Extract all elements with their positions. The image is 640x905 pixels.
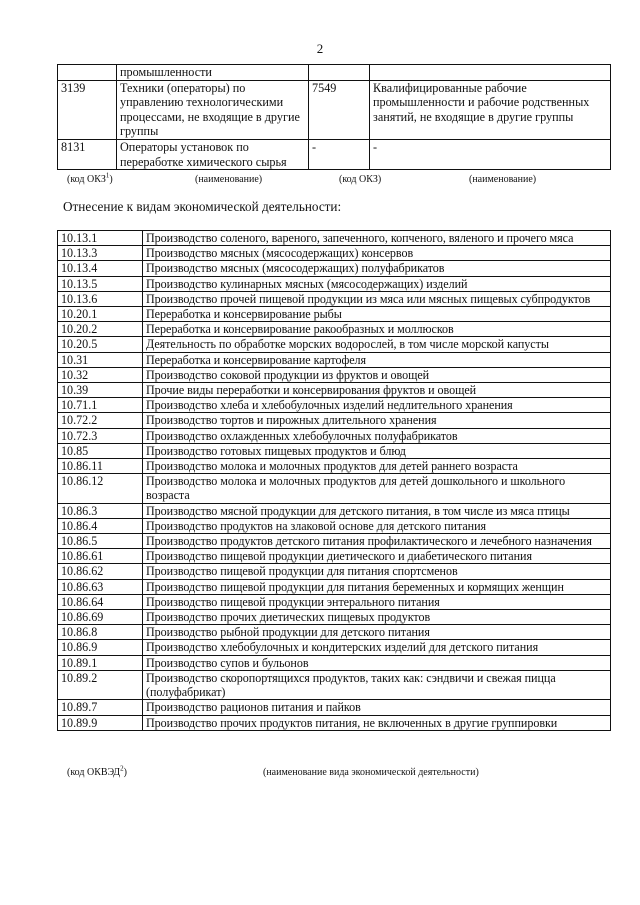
okved-name-cell: Производство охлажденных хлебобулочных полуфабрикатов <box>143 428 611 443</box>
okved-code-cell: 10.31 <box>58 352 143 367</box>
okved-name-cell: Прочие виды переработки и консервирования фруктов и овощей <box>143 383 611 398</box>
okz-code2-cell <box>309 65 370 81</box>
okved-code-cell: 10.86.63 <box>58 579 143 594</box>
okz-code2-cell: - <box>309 139 370 169</box>
table-row <box>58 246 611 261</box>
okved-name-cell: Производство пищевой продукции диетического и диабетического питания <box>143 549 611 564</box>
okved-name-cell: Производство прочей пищевой продукции из мяса или мясных пищевых субпродуктов <box>143 291 611 306</box>
table-row <box>58 65 611 81</box>
okved-code-cell: 10.86.61 <box>58 549 143 564</box>
table-row <box>58 413 611 428</box>
okved-legend-name: (наименование вида экономической деятельности) <box>263 767 479 778</box>
okved-code-cell: 10.13.5 <box>58 276 143 291</box>
table-row <box>58 518 611 533</box>
table-row <box>58 276 611 291</box>
okved-code-cell: 10.86.62 <box>58 564 143 579</box>
table-row <box>58 367 611 382</box>
table-row <box>58 139 611 169</box>
okved-code-cell: 10.71.1 <box>58 398 143 413</box>
okved-name-cell: Производство рыбной продукции для детского питания <box>143 625 611 640</box>
table-row <box>58 700 611 715</box>
okz-name-cell: Техники (операторы) по управлению технологическими процессами, не входящие в другие группы <box>117 80 309 139</box>
table-row <box>58 715 611 730</box>
table-row <box>58 474 611 503</box>
okved-name-cell: Производство пищевой продукции для питания беременных и кормящих женщин <box>143 579 611 594</box>
table-row <box>58 625 611 640</box>
okved-code-cell: 10.13.3 <box>58 246 143 261</box>
okz-legend-name: (наименование) <box>195 174 263 185</box>
table-row <box>58 655 611 670</box>
okz-name2-cell: - <box>370 139 611 169</box>
okz-code-cell: 3139 <box>58 80 117 139</box>
table-row <box>58 459 611 474</box>
okved-code-cell: 10.86.9 <box>58 640 143 655</box>
okved-code-cell: 10.20.5 <box>58 337 143 352</box>
okved-name-cell: Производство продуктов детского питания профилактического и лечебного назначения <box>143 534 611 549</box>
table-row <box>58 564 611 579</box>
okved-name-cell: Производство хлеба и хлебобулочных изделий недлительного хранения <box>143 398 611 413</box>
table-row <box>58 231 611 246</box>
okved-name-cell: Деятельность по обработке морских водорослей, в том числе морской капусты <box>143 337 611 352</box>
okved-code-cell: 10.86.4 <box>58 518 143 533</box>
okz-name-cell: Операторы установок по переработке химического сырья <box>117 139 309 169</box>
table-row <box>58 398 611 413</box>
okved-table <box>57 230 611 731</box>
okved-name-cell: Производство пищевой продукции для питания спортсменов <box>143 564 611 579</box>
table-row <box>58 337 611 352</box>
table-row <box>58 443 611 458</box>
table-row <box>58 670 611 699</box>
okved-code-cell: 10.86.8 <box>58 625 143 640</box>
okved-name-cell: Производство мясной продукции для детского питания, в том числе из мяса птицы <box>143 503 611 518</box>
table-row <box>58 80 611 139</box>
okz-name2-cell <box>370 65 611 81</box>
okved-name-cell: Производство молока и молочных продуктов для детей раннего возраста <box>143 459 611 474</box>
page-number: 2 <box>316 41 324 56</box>
okved-name-cell: Производство продуктов на злаковой основе для детского питания <box>143 518 611 533</box>
okz-legend <box>57 171 611 188</box>
okz-legend-name2: (наименование) <box>469 174 537 185</box>
okved-name-cell: Производство супов и бульонов <box>143 655 611 670</box>
table-row <box>58 503 611 518</box>
okved-name-cell: Производство прочих диетических пищевых продуктов <box>143 610 611 625</box>
okved-name-cell: Производство рационов питания и пайков <box>143 700 611 715</box>
okved-name-cell: Производство тортов и пирожных длительного хранения <box>143 413 611 428</box>
okz-name2-cell: Квалифицированные рабочие промышленности и рабочие родственных занятий, не входящие в другие группы <box>370 80 611 139</box>
table-row <box>58 322 611 337</box>
table-row <box>58 261 611 276</box>
okved-code-cell: 10.32 <box>58 367 143 382</box>
okved-code-cell: 10.86.3 <box>58 503 143 518</box>
okz-name-cell: промышленности <box>117 65 309 81</box>
section-title: Отнесение к видам экономической деятельности: <box>63 199 342 214</box>
okved-name-cell: Производство прочих продуктов питания, не включенных в другие группировки <box>143 715 611 730</box>
table-row <box>58 579 611 594</box>
okved-code-cell: 10.89.1 <box>58 655 143 670</box>
table-row <box>58 291 611 306</box>
okved-code-cell: 10.72.3 <box>58 428 143 443</box>
okved-code-cell: 10.13.4 <box>58 261 143 276</box>
okved-name-cell: Производство мясных (мясосодержащих) консервов <box>143 246 611 261</box>
okved-code-cell: 10.13.1 <box>58 231 143 246</box>
table-row <box>58 383 611 398</box>
okved-code-cell: 10.72.2 <box>58 413 143 428</box>
okved-code-cell: 10.86.5 <box>58 534 143 549</box>
okved-code-cell: 10.85 <box>58 443 143 458</box>
table-row <box>58 549 611 564</box>
okved-name-cell: Производство соковой продукции из фруктов и овощей <box>143 367 611 382</box>
okved-code-cell: 10.20.1 <box>58 307 143 322</box>
okved-name-cell: Производство мясных (мясосодержащих) полуфабрикатов <box>143 261 611 276</box>
okz-code2-cell: 7549 <box>309 80 370 139</box>
okz-legend-code2: (код ОКЗ) <box>339 174 382 185</box>
okved-code-cell: 10.86.64 <box>58 594 143 609</box>
okved-name-cell: Производство готовых пищевых продуктов и блюд <box>143 443 611 458</box>
okz-code-cell <box>58 65 117 81</box>
okz-table <box>57 64 611 170</box>
table-row <box>58 428 611 443</box>
okved-legend-code: (код ОКВЭД$^2$) <box>67 764 127 778</box>
okved-name-cell: Производство пищевой продукции энтерального питания <box>143 594 611 609</box>
okved-code-cell: 10.86.12 <box>58 474 143 503</box>
okz-legend-code: (код ОКЗ$^1$) <box>67 171 113 185</box>
okved-name-cell: Производство соленого, вареного, запеченного, копченого, вяленого и прочего мяса <box>143 231 611 246</box>
table-row <box>58 610 611 625</box>
okved-name-cell: Производство кулинарных мясных (мясосодержащих) изделий <box>143 276 611 291</box>
okved-code-cell: 10.86.69 <box>58 610 143 625</box>
table-row <box>58 352 611 367</box>
okved-code-cell: 10.39 <box>58 383 143 398</box>
okved-code-cell: 10.13.6 <box>58 291 143 306</box>
okved-code-cell: 10.89.7 <box>58 700 143 715</box>
okved-name-cell: Переработка и консервирование рыбы <box>143 307 611 322</box>
okved-code-cell: 10.89.9 <box>58 715 143 730</box>
table-row <box>58 594 611 609</box>
okved-legend <box>57 764 611 781</box>
table-row <box>58 307 611 322</box>
table-row <box>58 534 611 549</box>
okved-name-cell: Переработка и консервирование ракообразных и моллюсков <box>143 322 611 337</box>
okved-code-cell: 10.86.11 <box>58 459 143 474</box>
okved-code-cell: 10.20.2 <box>58 322 143 337</box>
okved-name-cell: Переработка и консервирование картофеля <box>143 352 611 367</box>
okved-name-cell: Производство скоропортящихся продуктов, таких как: сэндвичи и свежая пицца (полуфабрикат) <box>143 670 611 699</box>
okved-code-cell: 10.89.2 <box>58 670 143 699</box>
table-row <box>58 640 611 655</box>
okz-code-cell: 8131 <box>58 139 117 169</box>
okved-name-cell: Производство молока и молочных продуктов для детей дошкольного и школьного возраста <box>143 474 611 503</box>
okved-name-cell: Производство хлебобулочных и кондитерских изделий для детского питания <box>143 640 611 655</box>
